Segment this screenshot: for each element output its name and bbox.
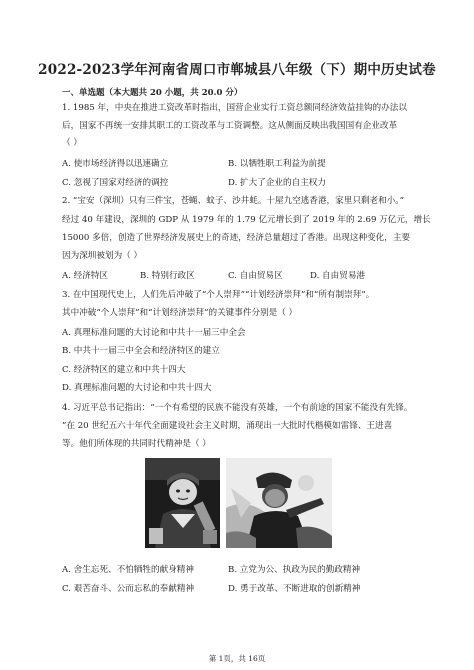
- q1-option-a: A. 使市场经济得以迅速确立: [62, 159, 169, 169]
- q4-line-1: 4. 习近平总书记指出：“一个有希望的民族不能没有英雄，一个有前途的国家不能没有先锋。: [62, 403, 413, 413]
- exam-title: 2022-2023学年河南省周口市郸城县八年级（下）期中历史试卷: [38, 62, 436, 78]
- q2-option-a: A. 经济特区: [62, 271, 109, 281]
- q2-option-c: C. 自由贸易区: [228, 271, 283, 281]
- lei-feng-photo: [145, 458, 220, 548]
- page-footer: 第 1页，共 16页: [208, 654, 266, 663]
- section-heading: 一、单选题（本大题共 20 小题，共 20.0 分）: [62, 88, 243, 98]
- q4-line-2: ”在 20 世纪五六十年代全面建设社会主义时期，涌现出一大批时代楷模如雷锋、王进喜: [62, 421, 393, 431]
- q1-option-c: C. 忽视了国家对经济的调控: [62, 178, 169, 188]
- q2-option-b: B. 特别行政区: [140, 271, 195, 281]
- q2-line-3: 15000 多倍，创造了世界经济发展史上的奇迹，经济总量超过了香港。出现这种变化，主要: [62, 233, 411, 243]
- q4-option-a: A. 舍生忘死、不怕牺牲的献身精神: [62, 565, 194, 575]
- q1-option-b: B. 以牺牲职工利益为前提: [228, 159, 326, 169]
- q2-line-2: 经过 40 年建设，深圳的 GDP 从 1979 年的 1.79 亿元增长到了 2019 年的 2.69 万亿元，增长: [62, 215, 431, 225]
- wang-jinxi-photo: [226, 458, 332, 548]
- q4-option-b: B. 立党为公、执政为民的勤政精神: [228, 565, 361, 575]
- q2-line-1: 2. “宝安（深圳）只有三件宝，苍蝇、蚊子、沙井蚝。十屋九空逃香港，家里只剩老和小。”: [62, 196, 404, 206]
- q2-option-d: D. 自由贸易港: [310, 271, 366, 281]
- q3-line-2: 其中冲破“个人崇拜”和“计划经济崇拜”的关键事件分别是（ ）: [62, 308, 298, 318]
- q3-line-1: 3. 在中国现代史上，人们先后冲破了“个人崇拜”“计划经济崇拜”和“所有制崇拜”。: [62, 290, 375, 300]
- q1-option-d: D. 扩大了企业的自主权力: [228, 178, 326, 188]
- q1-line-2: 后，国家不再统一安排其职工的工资改革与工资调整。这从侧面反映出我国国有企业改革: [62, 121, 398, 131]
- q2-line-4: 因为深圳被划为（ ）: [62, 251, 143, 261]
- q3-option-d: D. 真理标准问题的大讨论和中共十四大: [62, 383, 212, 393]
- q1-line-1: 1. 1985 年，中央在推进工资改革时指出，国营企业实行工资总额同经济效益挂钩的办法以: [62, 103, 407, 113]
- q4-option-c: C. 艰苦奋斗、公而忘私的奉献精神: [62, 584, 195, 594]
- q3-option-a: A. 真理标准问题的大讨论和中共十一届三中全会: [62, 328, 246, 338]
- q1-line-3: （ ）: [62, 138, 82, 148]
- q4-option-d: D. 勇于改革、不断进取的创新精神: [228, 584, 361, 594]
- q4-line-3: 等。他们所体现的共同时代精神是（ ）: [62, 439, 211, 449]
- q3-option-b: B. 中共十一届三中全会和经济特区的建立: [62, 346, 220, 356]
- q3-option-c: C. 经济特区的建立和中共十四大: [62, 365, 186, 375]
